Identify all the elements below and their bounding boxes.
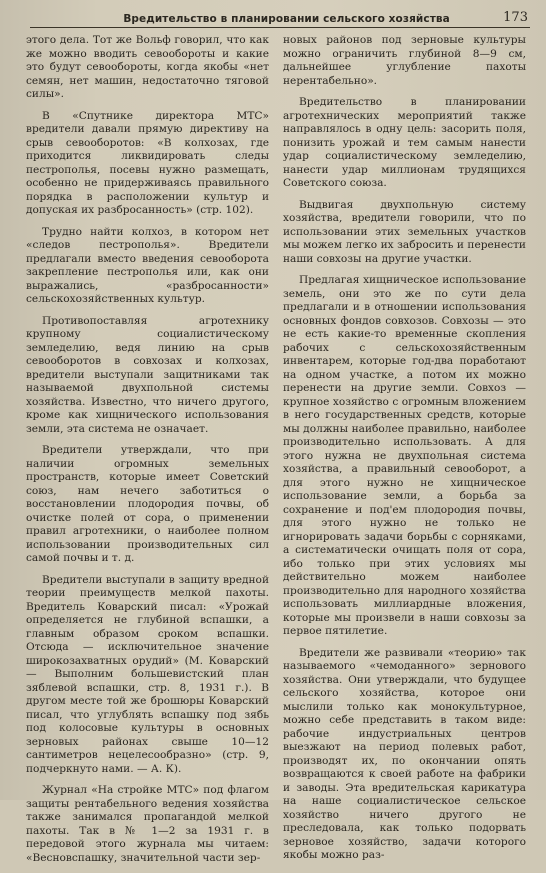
paragraph: этого дела. Тот же Вольф говорил, что как же можно вводить севообороты и какие это будут севообороты, когда якобы «нет семян, нет машин, недостаточно тяговой силы». [26,34,269,100]
running-header [30,10,530,28]
paragraph: Предлагая хищническое использование земель, они это же по сути дела предлагали и в отношении использования основных фондов совхозов. Совхозы — это не есть какие-то временные скопления рабочих с сельскохозяйственным инвентарем, которые год-два поработают на одном участке, а потом их можно перенести на другие земли. Совхоз — крупное хозяйство с огромным вложением в него государственных средств, которые мы должны наиболее правильно, наиболее производительно использовать. А для этого нужна не двухпольная система хозяйства, а правильный севооборот, а для этого нужно не хищническое использование земли, а борьба за сохранение и под'ем плодородия почвы, для этого нужно не только не игнорировать задачи борьбы с сорняками, а систематически очищать поля от сора, ибо только при этих условиях мы действительно можем наиболее производительно для народного хозяйства использовать миллиардные вложения, которые мы произвели в наши совхозы за первое пятилетие. [283,274,526,637]
text-columns [26,34,536,873]
page-number: 173 [503,10,528,25]
paragraph: Вредители утверждали, что при наличии огромных земельных пространств, которые имеет Советский союз, нам нечего заботиться о восстановлении плодородия почвы, об очистке полей от сора, о применении правил агротехники, о наиболее полном использовании производительных сил самой почвы и т. д. [26,444,269,564]
paragraph: Вредители выступали в защиту вредной теории преимуществ мелкой пахоты. Вредитель Коварский писал: «Урожай определяется не глубиной вспашки, а главным образом сроком вспашки. Отсюда — исключительное значение широкозахватных орудий» (М. Коварский — Выполним большевистский план зяблевой вспашки, стр. 8, 1931 г.). В другом месте той же брошюры Коварский писал, что углублять вспашку под зябь под колосовые культуры в основных зерновых районах свыше 10—12 сантиметров нецелесообразно» (стр. 9, подчеркнуто нами. — А. К). [26,573,269,775]
running-title: Вредительство в планировании сельского хозяйства [123,13,450,25]
paragraph: Журнал «На стройке МТС» под флагом защиты рентабельного ведения хозяйства также занимался пропагандой мелкой пахоты. Так в № 1—2 за 1931 г. в передовой этого журнала мы читаем: «Весновспашку, значительной части зер- [26,784,269,864]
paragraph: Выдвигая двухпольную систему хозяйства, вредители говорили, что по использовании этих земельных участков мы можем легко их забросить и перенести наши совхозы на другие участки. [283,198,526,265]
left-column [26,34,269,873]
paragraph: новых районов под зерновые культуры можно ограничить глубиной 8—9 см, дальнейшее углубление пахоты нерентабельно». [283,34,526,87]
right-column [283,34,526,873]
paragraph: Вредительство в планировании агротехнических мероприятий также направлялось в одну цель: засорить поля, понизить урожай и тем самым нанести удар социалистическому земледелию, нанести удар миллионам трудящихся Советского союза. [283,96,526,189]
paragraph: Трудно найти колхоз, в котором нет «следов пестрополья». Вредители предлагали вместо введения севооборота закрепление пестрополья или, как они выражались, «разбросанности» сельскохозяйственных культур. [26,225,269,305]
paragraph: Вредители же развивали «теорию» так называемого «чемоданного» зернового хозяйства. Они утверждали, что будущее сельского хозяйства, которое они мыслили только как монокультурное, можно себе представить в таком виде: рабочие индустриальных центров выезжают на период полевых работ, производят их, по окончании опять возвращаются к своей работе на фабрики и заводы. Эта вредительская карикатура на наше социалистическое сельское хозяйство ничего другого не преследовала, как только подорвать зерновое хозяйство, задачи которого якобы можно раз- [283,646,526,861]
paragraph: В «Спутнике директора МТС» вредители давали прямую директиву на срыв севооборотов: «В колхозах, где приходится ликвидировать следы пестрополья, посевы нужно размещать, особенно не придерживаясь правильного порядка в расположении культур и допуская их разбросанность» (стр. 102). [26,109,269,216]
paragraph: Противопоставляя агротехнику крупному социалистическому земледелию, ведя линию на срыв севооборотов в совхозах и колхозах, вредители выступали защитниками так называемой двухпольной системы хозяйства. Известно, что ничего другого, кроме как хищнического использования земли, эта система не означает. [26,314,269,435]
